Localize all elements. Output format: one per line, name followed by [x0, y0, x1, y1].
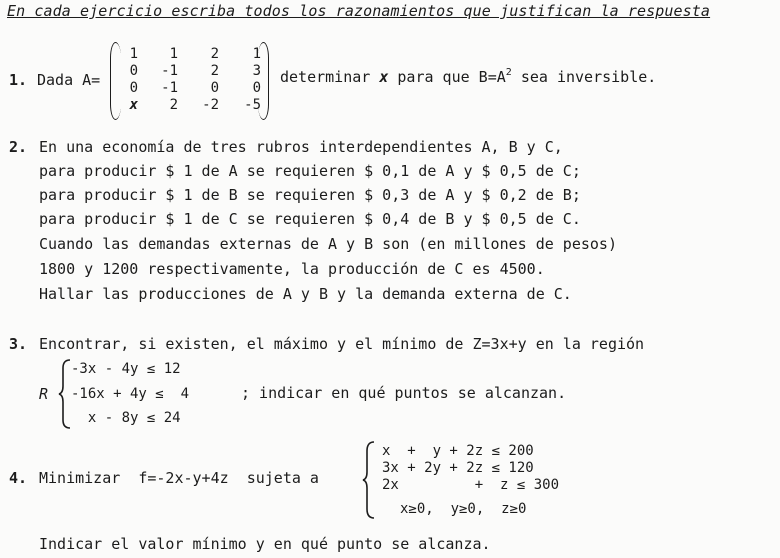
matrix-cell: x	[129, 97, 138, 113]
exercise-4-lead: Minimizar f=-2x-y+4z sujeta a	[39, 469, 319, 487]
exercise-1-statement	[280, 68, 656, 89]
variable-x: x	[379, 68, 389, 86]
statement-text: determinar	[280, 68, 380, 86]
inequality: -16x + 4y ≤ 4	[71, 386, 190, 402]
left-brace	[362, 440, 376, 520]
constraint: 3x + 2y + 2z ≤ 120	[382, 460, 534, 476]
statement-text: sea inversible.	[511, 68, 657, 86]
inequality: -3x - 4y ≤ 12	[71, 361, 181, 377]
exercise-2-line: para producir $ 1 de B se requieren $ 0,3 de A y $ 0,2 de B;	[39, 186, 581, 204]
exercise-1-number: 1.	[9, 71, 28, 89]
nonnegativity: x≥0, y≥0, z≥0	[400, 501, 527, 517]
matrix-cell: 2	[169, 97, 178, 113]
inequality: x - 8y ≤ 24	[71, 410, 181, 426]
matrix-cell: 0	[129, 63, 138, 79]
exercise-2-line: Hallar las producciones de A y B y la demanda externa de C.	[39, 285, 572, 303]
matrix-cell: 1	[252, 46, 261, 62]
matrix-cell: 0	[129, 80, 138, 96]
exercise-3-tail: ; indicar en qué puntos se alcanzan.	[241, 384, 567, 402]
statement-text: para que B=A	[388, 68, 506, 86]
exercise-2-line: Cuando las demandas externas de A y B son (en millones de pesos)	[39, 235, 617, 253]
matrix-cell: -5	[244, 97, 261, 113]
instructions-header: En cada ejercicio escriba todos los razonamientos que justifican la respuesta	[7, 2, 711, 20]
exercise-2-line: para producir $ 1 de C se requieren $ 0,4 de B y $ 0,5 de C.	[39, 210, 581, 228]
constraint: x + y + 2z ≤ 200	[382, 443, 534, 459]
constraint: 2x + z ≤ 300	[382, 477, 560, 493]
region-label: R	[39, 385, 49, 403]
exercise-4-closing: Indicar el valor mínimo y en qué punto se alcanza.	[39, 535, 491, 553]
exercise-2-line: En una economía de tres rubros interdependientes A, B y C,	[39, 138, 563, 156]
matrix-cell: -1	[161, 63, 178, 79]
exercise-3-statement: Encontrar, si existen, el máximo y el mínimo de Z=3x+y en la región	[39, 335, 645, 353]
matrix-cell: 2	[210, 46, 219, 62]
left-brace	[58, 358, 72, 430]
exercise-3-number: 3.	[9, 335, 28, 353]
matrix-cell: 0	[210, 80, 219, 96]
matrix-cell: 0	[252, 80, 261, 96]
matrix-cell: 1	[169, 46, 178, 62]
matrix-cell: -2	[202, 97, 219, 113]
matrix-cell: 1	[129, 46, 138, 62]
exercise-2-line: 1800 y 1200 respectivamente, la producción de C es 4500.	[39, 260, 545, 278]
exercise-1-intro: Dada A=	[37, 71, 101, 89]
matrix-cell: -1	[161, 80, 178, 96]
exercise-2-line: para producir $ 1 de A se requieren $ 0,1 de A y $ 0,5 de C;	[39, 162, 581, 180]
exercise-2-number: 2.	[9, 138, 28, 156]
exponent: 2	[505, 67, 512, 78]
matrix-cell: 3	[252, 63, 261, 79]
exercise-4-number: 4.	[9, 469, 28, 487]
matrix-cell: 2	[210, 63, 219, 79]
